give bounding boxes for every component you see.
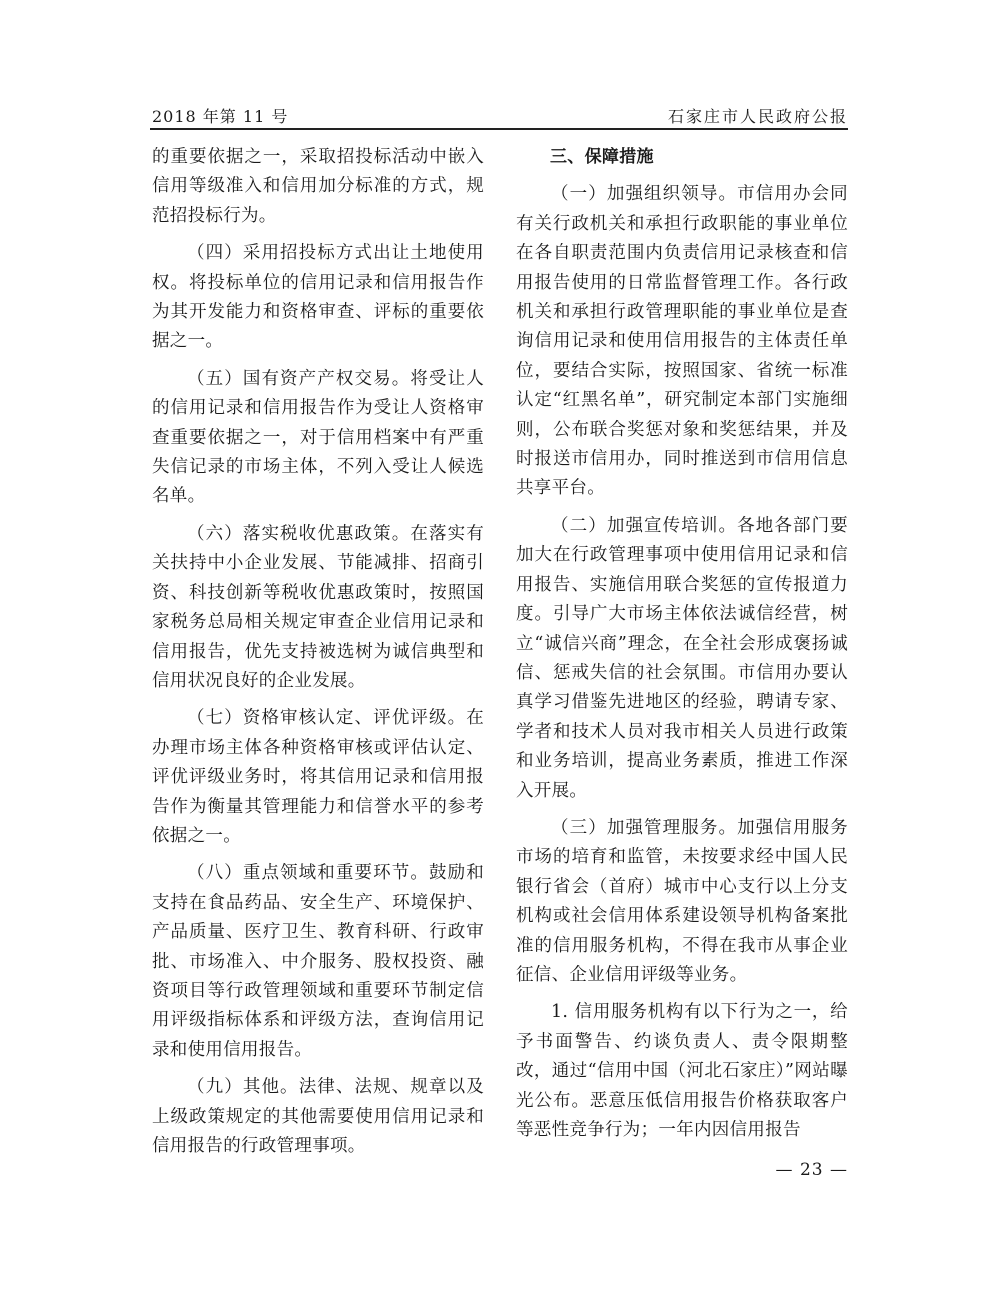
paragraph-text: 加强信用服务市场的培育和监管，未按要求经中国人民银行省会（首府）城市中心支行以上分支机构或社会信用体系建设领导机构备案批准的信用服务机构，不得在我市从事企业征信、企业信用评级等业务。 xyxy=(516,817,848,985)
paragraph-text: 市信用办会同有关行政机关和承担行政职能的事业单位在各自职责范围内负责信用记录核查和信用报告使用的日常监督管理工作。各行政机关和承担行政管理职能的事业单位是查询信用记录和使用信用报告的主体责任单位，要结合实际，按照国家、省统一标准认定“红黑名单”，研究制定本部门实施细则，公布联合奖惩对象和奖惩结果，并及时报送市信用办，同时推送到市信用信息共享平台。 xyxy=(516,184,848,499)
paragraph xyxy=(152,704,484,851)
paragraph xyxy=(516,998,848,1145)
paragraph-text: 法律、法规、规章以及上级政策规定的其他需要使用信用记录和信用报告的行政管理事项。 xyxy=(152,1077,484,1156)
paragraph-lead: （九）其他。 xyxy=(187,1077,299,1098)
paragraph-lead: （七）资格审核认定、评优评级。 xyxy=(187,708,467,729)
paragraph xyxy=(152,143,484,231)
right-paragraphs xyxy=(516,180,848,1145)
paragraph-lead: （二）加强宣传培训。 xyxy=(551,515,738,536)
paragraph-lead: （一）加强组织领导。 xyxy=(551,184,738,205)
paragraph xyxy=(152,239,484,357)
page-header xyxy=(150,104,848,128)
paragraph xyxy=(152,1073,484,1161)
paragraph-lead: （三）加强管理服务。 xyxy=(551,817,738,838)
right-column xyxy=(516,143,848,1153)
paragraph-lead: （六）落实税收优惠政策。 xyxy=(187,523,411,544)
paragraph xyxy=(152,365,484,512)
paragraph-text: 在办理市场主体各种资格审核或评估认定、评优评级业务时，将其信用记录和信用报告作为衡量其管理能力和信誉水平的参考依据之一。 xyxy=(152,708,484,846)
paragraph-lead: （四）采用招投标方式出让土地使用权。 xyxy=(152,243,484,293)
paragraph xyxy=(516,180,848,503)
header-rule xyxy=(150,128,848,130)
paragraph-lead: （五）国有资产产权交易。 xyxy=(187,368,411,389)
paragraph xyxy=(516,512,848,806)
paragraph xyxy=(152,520,484,696)
paragraph-text: 将投标单位的信用记录和信用报告作为其开发能力和资格审查、评标的重要依据之一。 xyxy=(152,272,484,352)
paragraph-text: 1. 信用服务机构有以下行为之一，给予书面警告、约谈负责人、责令限期整改，通过“信用中国（河北石家庄）”网站曝光公布。恶意压低信用报告价格获取客户等恶性竞争行为；一年内因信用报告 xyxy=(516,1002,848,1140)
paragraph-text: 将受让人的信用记录和信用报告作为受让人资格审查重要依据之一，对于信用档案中有严重失信记录的市场主体，不列入受让人候选名单。 xyxy=(152,368,484,507)
issue-label: 2018 年第 11 号 xyxy=(152,107,289,126)
paragraph-text: 的重要依据之一，采取招投标活动中嵌入信用等级准入和信用加分标准的方式，规范招投标行为。 xyxy=(152,147,484,226)
paragraph xyxy=(152,859,484,1065)
paragraph-lead: （八）重点领域和重要环节。 xyxy=(187,863,429,884)
paragraph-text: 鼓励和支持在食品药品、安全生产、环境保护、产品质量、医疗卫生、教育科研、行政审批、市场准入、中介服务、股权投资、融资项目等行政管理领域和重要环节制定信用评级指标体系和评级方法，查询信用记录和使用信用报告。 xyxy=(152,863,484,1060)
paragraph-text: 各地各部门要加大在行政管理事项中使用信用记录和信用报告、实施信用联合奖惩的宣传报道力度。引导广大市场主体依法诚信经营，树立“诚信兴商”理念，在全社会形成褒扬诚信、惩戒失信的社会氛围。市信用办要认真学习借鉴先进地区的经验，聘请专家、学者和技术人员对我市相关人员进行政策和业务培训，提高业务素质，推进工作深入开展。 xyxy=(516,515,848,801)
section-heading: 三、保障措施 xyxy=(550,147,654,167)
paragraph xyxy=(516,814,848,990)
publication-title: 石家庄市人民政府公报 xyxy=(667,107,848,126)
paragraph-text: 在落实有关扶持中小企业发展、节能减排、招商引资、科技创新等税收优惠政策时，按照国家税务总局相关规定审查企业信用记录和信用报告，优先支持被选树为诚信典型和信用状况良好的企业发展。 xyxy=(152,523,484,691)
left-column xyxy=(152,143,484,1169)
page-number: — 23 — xyxy=(775,1160,848,1180)
